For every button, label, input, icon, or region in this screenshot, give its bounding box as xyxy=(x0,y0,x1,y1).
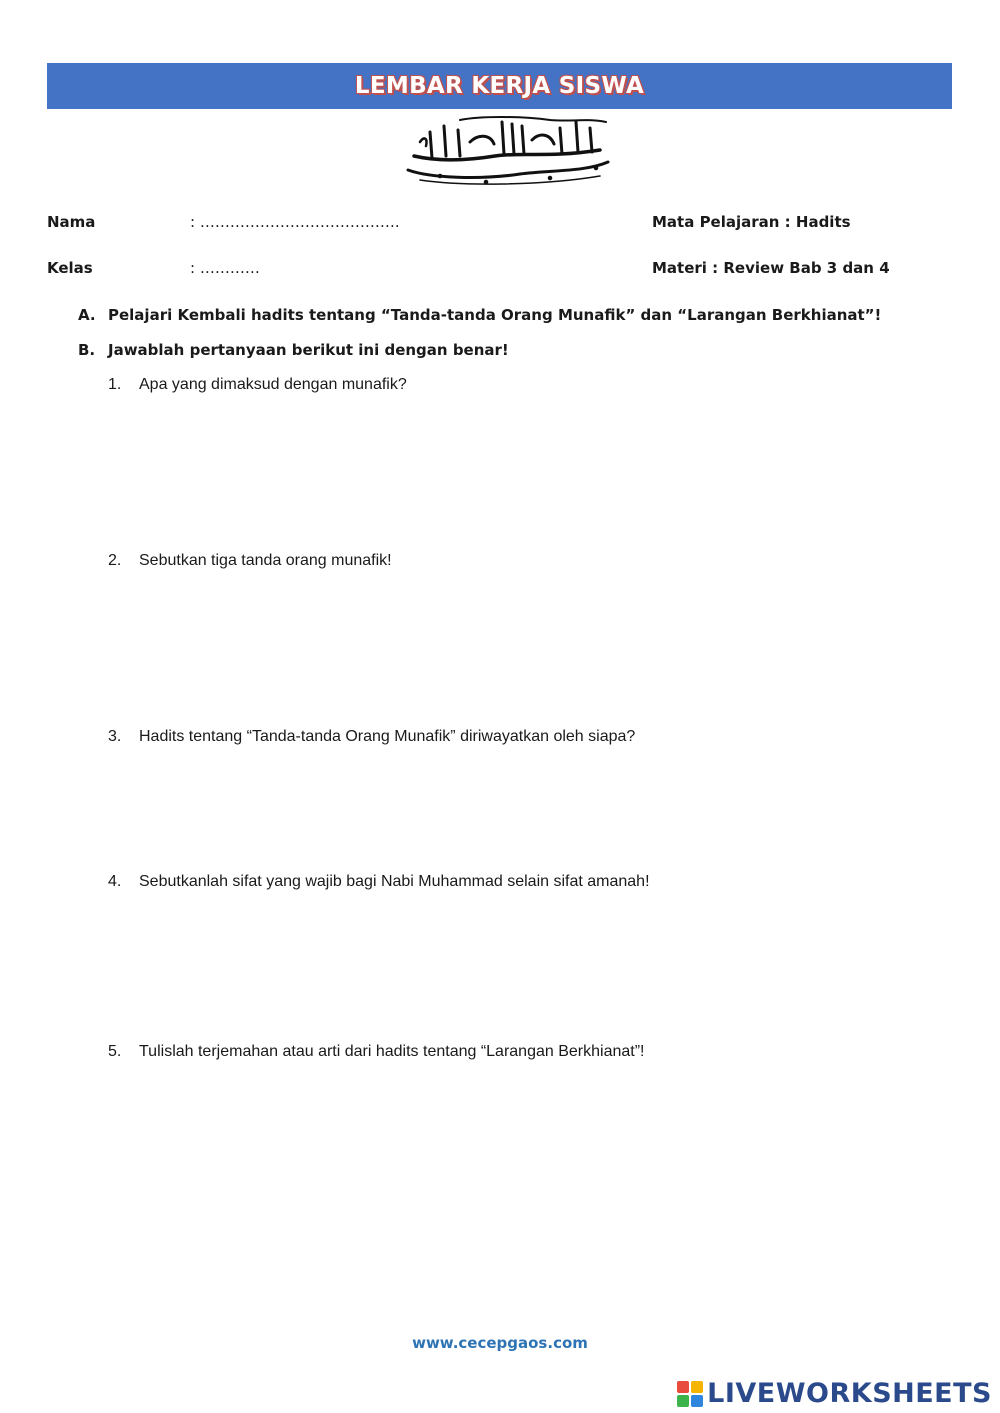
question-2 xyxy=(108,552,392,570)
question-text: Tulislah terjemahan atau arti dari hadits tentang “Larangan Berkhianat”! xyxy=(139,1043,645,1060)
nama-dots: : …………………………………. xyxy=(190,213,400,231)
question-1 xyxy=(108,376,407,394)
section-letter: B. xyxy=(78,341,96,359)
section-text: Jawablah pertanyaan berikut ini dengan benar! xyxy=(108,341,509,359)
materi: Materi : Review Bab 3 dan 4 xyxy=(652,259,890,277)
footer-website-link[interactable]: www.cecepgaos.com xyxy=(412,1334,588,1352)
question-text: Sebutkanlah sifat yang wajib bagi Nabi Muhammad selain sifat amanah! xyxy=(139,873,650,890)
question-5 xyxy=(108,1043,644,1061)
instruction-b xyxy=(78,341,509,359)
nama-label: Nama xyxy=(47,213,96,231)
kelas-dots: : ………… xyxy=(190,259,260,277)
title-banner xyxy=(47,63,952,109)
page-title: LEMBAR KERJA SISWA xyxy=(354,73,645,99)
liveworksheets-brand[interactable] xyxy=(677,1378,992,1409)
question-number: 5. xyxy=(108,1043,122,1060)
instruction-a xyxy=(78,306,881,324)
question-text: Apa yang dimaksud dengan munafik? xyxy=(139,376,407,393)
question-number: 1. xyxy=(108,376,122,393)
nama-field[interactable] xyxy=(190,213,400,231)
question-number: 2. xyxy=(108,552,122,569)
liveworksheets-logo-icon xyxy=(677,1381,703,1407)
kelas-field[interactable] xyxy=(190,259,260,277)
question-text: Hadits tentang “Tanda-tanda Orang Munafik” diriwayatkan oleh siapa? xyxy=(139,728,636,745)
question-number: 3. xyxy=(108,728,122,745)
mata-pelajaran: Mata Pelajaran : Hadits xyxy=(652,213,851,231)
liveworksheets-wordmark: LIVEWORKSHEETS xyxy=(707,1378,992,1409)
bismillah-calligraphy-icon xyxy=(400,112,615,188)
question-3 xyxy=(108,728,635,746)
kelas-label: Kelas xyxy=(47,259,93,277)
question-4 xyxy=(108,873,650,891)
question-number: 4. xyxy=(108,873,122,890)
section-letter: A. xyxy=(78,306,96,324)
question-text: Sebutkan tiga tanda orang munafik! xyxy=(139,552,392,569)
section-text: Pelajari Kembali hadits tentang “Tanda-tanda Orang Munafik” dan “Larangan Berkhianat”! xyxy=(108,306,882,324)
